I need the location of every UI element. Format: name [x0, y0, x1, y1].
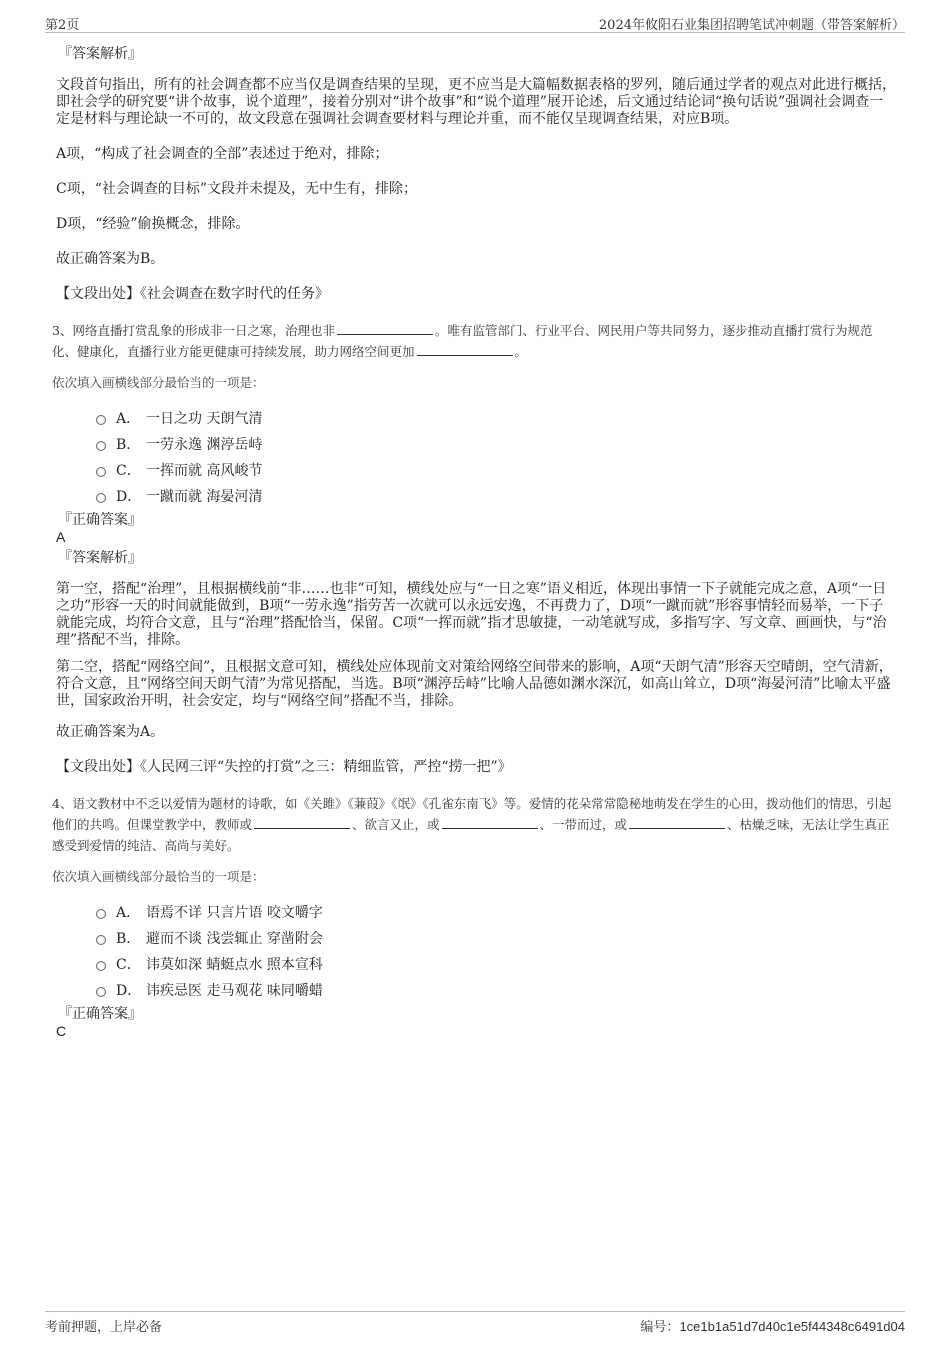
- radio-button[interactable]: [96, 441, 106, 451]
- radio-button[interactable]: [96, 987, 106, 997]
- option-a-analysis: A项，“构成了社会调查的全部”表述过于绝对，排除；: [56, 146, 389, 162]
- conclusion: 故正确答案为A。: [56, 724, 165, 740]
- option-d[interactable]: D． 一蹴而就 海晏河清: [96, 483, 896, 509]
- option-d-analysis: D项，“经验”偷换概念，排除。: [56, 216, 250, 232]
- radio-button[interactable]: [96, 909, 106, 919]
- radio-button[interactable]: [96, 961, 106, 971]
- option-list: [96, 405, 896, 509]
- radio-button[interactable]: [96, 935, 106, 945]
- correct-answer: C: [56, 1023, 67, 1039]
- question-prompt: 依次填入画横线部分最恰当的一项是：: [52, 869, 265, 884]
- analysis-paragraph: 文段首句指出，所有的社会调查都不应当仅是调查结果的呈现，更不应当是大篇幅数据表格的罗列，随后通过学者的观点对此进行概括，即社会学的研究要“讲个故事，说个道理”，接着分别对“讲个故事”和“说个道理”展开论述，后文通过结论词“换句话说”强调社会调查一定是材料与理论缺一不可的，故文段意在强调社会调查要材料与理论并重，而不能仅呈现调查结果，对应B项。: [56, 77, 896, 127]
- analysis-paragraph: 第二空，搭配“网络空间”，且根据文意可知，横线处应体现前文对策给网络空间带来的影响，A项“天朗气清”形容天空晴朗，空气清新，符合文意，且“网络空间天朗气清”为常见搭配，当选。B项“渊渟岳峙”比喻人品德如渊水深沉，如高山耸立，D项“海晏河清”比喻太平盛世，国家政治开明，社会安定，均与“网络空间”搭配不当，排除。: [56, 659, 893, 709]
- correct-answer: A: [56, 529, 66, 545]
- fill-blank: [337, 322, 433, 335]
- option-b[interactable]: B． 避而不谈 浅尝辄止 穿凿附会: [96, 925, 896, 951]
- radio-button[interactable]: [96, 467, 106, 477]
- document-code: 编号：1ce1b1a51d7d40c1e5f44348c6491d04: [640, 1319, 905, 1335]
- analysis-paragraph: 第一空，搭配“治理”，且根据横线前“非……也非”可知，横线处应与“一日之寒”语义相近，体现出事情一下子就能完成之意，A项“一日之功”形容一天的时间就能做到，B项“一劳永逸”指劳苦一次就可以永远安逸，不再费力了，D项“一蹴而就”形容事情轻而易举，一下子就能完成，均符合文意，且与“治理”搭配恰当，保留。C项“一挥而就”指才思敏捷，一动笔就写成，多指写字、写文章、画画快，与“治理”搭配不当，排除。: [56, 581, 887, 648]
- option-a[interactable]: A． 一日之功 天朗气清: [96, 405, 896, 431]
- option-a[interactable]: A． 语焉不详 只言片语 咬文嚼字: [96, 899, 896, 925]
- page-content: [52, 45, 896, 1039]
- option-list: [96, 899, 896, 1003]
- fill-blank: [254, 816, 350, 829]
- footer-slogan: 考前押题，上岸必备: [45, 1320, 163, 1335]
- option-d[interactable]: D． 讳疾忌医 走马观花 味同嚼蜡: [96, 977, 896, 1003]
- source-citation: 【文段出处】《人民网三评“失控的打赏”之三：精细监管，严控“捞一把”》: [56, 759, 512, 775]
- fill-blank: [629, 816, 725, 829]
- conclusion: 故正确答案为B。: [56, 251, 165, 267]
- analysis-label: 『答案解析』: [58, 550, 142, 566]
- question-prompt: 依次填入画横线部分最恰当的一项是：: [52, 375, 265, 390]
- page-header: [45, 12, 905, 33]
- option-c[interactable]: C． 讳莫如深 蜻蜓点水 照本宣科: [96, 951, 896, 977]
- correct-answer-label: 『正确答案』: [58, 512, 142, 528]
- analysis-label: 『答案解析』: [58, 46, 142, 62]
- fill-blank: [417, 343, 513, 356]
- page-number: 第2页: [45, 18, 80, 33]
- page-footer: [45, 1311, 905, 1336]
- option-b[interactable]: B． 一劳永逸 渊渟岳峙: [96, 431, 896, 457]
- question-stem: 4、语文教材中不乏以爱情为题材的诗歌，如《关雎》《蒹葭》《氓》《孔雀东南飞》等。爱情的花朵常常隐秘地萌发在学生的心田，拨动他们的情思，引起他们的共鸣。但课堂教学中，教师或 、欲言又止，或 、一带而过，或 、枯燥乏味，无法让学生真正感受到爱情的纯洁、高尚与美好。: [52, 796, 892, 853]
- option-c[interactable]: C． 一挥而就 高风峻节: [96, 457, 896, 483]
- correct-answer-label: 『正确答案』: [58, 1006, 142, 1022]
- option-c-analysis: C项，“社会调查的目标”文段并未提及，无中生有，排除；: [56, 181, 418, 197]
- question-stem: 3、网络直播打赏乱象的形成非一日之寒，治理也非 。唯有监管部门、行业平台、网民用户等共同努力，逐步推动直播打赏行为规范化、健康化，直播行业方能更健康可持续发展，助力网络空间更加 。: [52, 323, 873, 359]
- radio-button[interactable]: [96, 493, 106, 503]
- radio-button[interactable]: [96, 415, 106, 425]
- source-citation: 【文段出处】《社会调查在数字时代的任务》: [56, 286, 329, 302]
- document-title: 2024年攸阳石业集团招聘笔试冲刺题（带答案解析）: [598, 18, 905, 33]
- fill-blank: [442, 816, 538, 829]
